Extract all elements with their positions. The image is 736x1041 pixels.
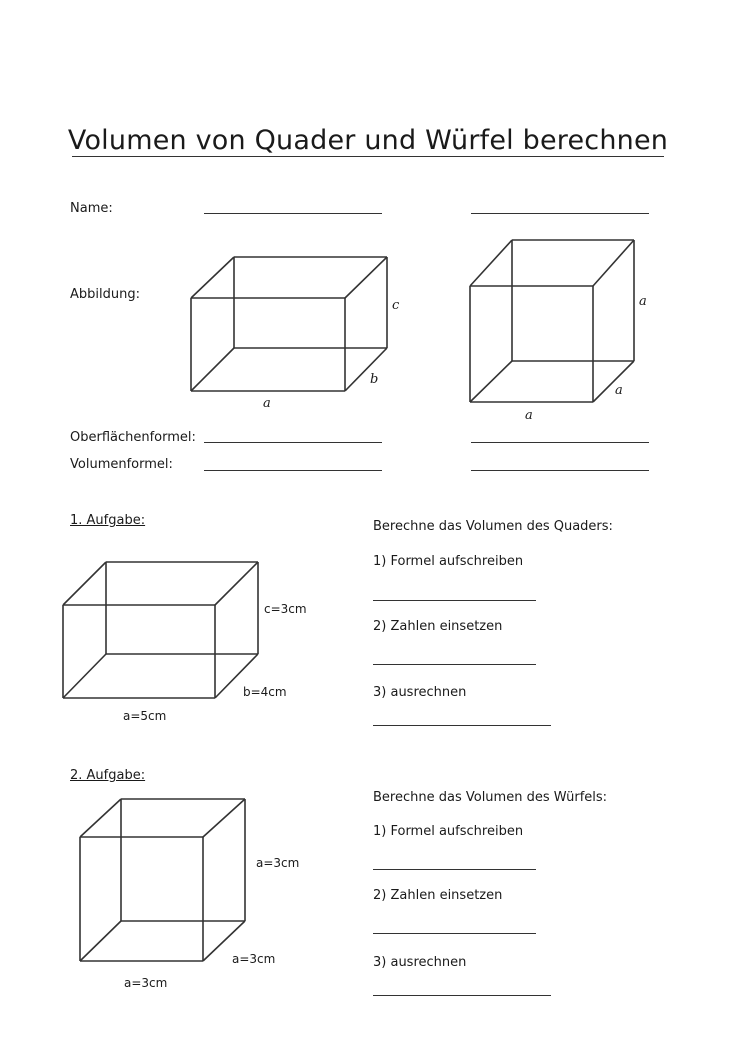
task1-heading: 1. Aufgabe: xyxy=(70,513,146,528)
title-underline xyxy=(72,156,664,157)
cube-label-a-depth: a xyxy=(615,383,623,398)
task2-step1: 1) Formel aufschreiben xyxy=(373,824,524,839)
task2-step1-line[interactable] xyxy=(373,869,536,870)
cuboid-label-c: c xyxy=(392,298,400,313)
name-line-2[interactable] xyxy=(471,213,649,214)
cuboid-label-b: b xyxy=(370,372,379,387)
surface-formula-label: Oberflächenformel: xyxy=(70,430,196,445)
volume-formula-line-1[interactable] xyxy=(204,470,382,471)
volume-formula-label: Volumenformel: xyxy=(70,457,173,472)
task2-step3-line[interactable] xyxy=(373,995,551,996)
task1-step1: 1) Formel aufschreiben xyxy=(373,554,524,569)
task2-cube-figure xyxy=(75,795,255,970)
task1-step3: 3) ausrechnen xyxy=(373,685,467,700)
task1-dim-c: c=3cm xyxy=(264,602,307,616)
task1-dim-b: b=4cm xyxy=(243,685,287,699)
task2-step2-line[interactable] xyxy=(373,933,536,934)
page-title: Volumen von Quader und Würfel berechnen xyxy=(67,125,669,156)
cube-label-a-edge: a xyxy=(639,294,647,309)
task1-step2-line[interactable] xyxy=(373,664,536,665)
task2-dim-a-depth: a=3cm xyxy=(232,952,276,966)
task1-step2: 2) Zahlen einsetzen xyxy=(373,619,503,634)
surface-formula-line-2[interactable] xyxy=(471,442,649,443)
figure-label: Abbildung: xyxy=(70,287,140,302)
task2-step3: 3) ausrechnen xyxy=(373,955,467,970)
name-label: Name: xyxy=(70,201,113,216)
name-line-1[interactable] xyxy=(204,213,382,214)
task1-instruction: Berechne das Volumen des Quaders: xyxy=(373,519,613,534)
cuboid-label-a: a xyxy=(263,396,271,411)
task1-cuboid-figure xyxy=(58,556,268,706)
task2-heading: 2. Aufgabe: xyxy=(70,768,146,783)
surface-formula-line-1[interactable] xyxy=(204,442,382,443)
task2-instruction: Berechne das Volumen des Würfels: xyxy=(373,790,608,805)
task2-step2: 2) Zahlen einsetzen xyxy=(373,888,503,903)
task1-step3-line[interactable] xyxy=(373,725,551,726)
task1-step1-line[interactable] xyxy=(373,600,536,601)
volume-formula-line-2[interactable] xyxy=(471,470,649,471)
task2-dim-a-bottom: a=3cm xyxy=(124,976,168,990)
cube-label-a-bottom: a xyxy=(525,408,533,423)
task1-dim-a: a=5cm xyxy=(123,709,167,723)
task2-dim-a-front: a=3cm xyxy=(256,856,300,870)
